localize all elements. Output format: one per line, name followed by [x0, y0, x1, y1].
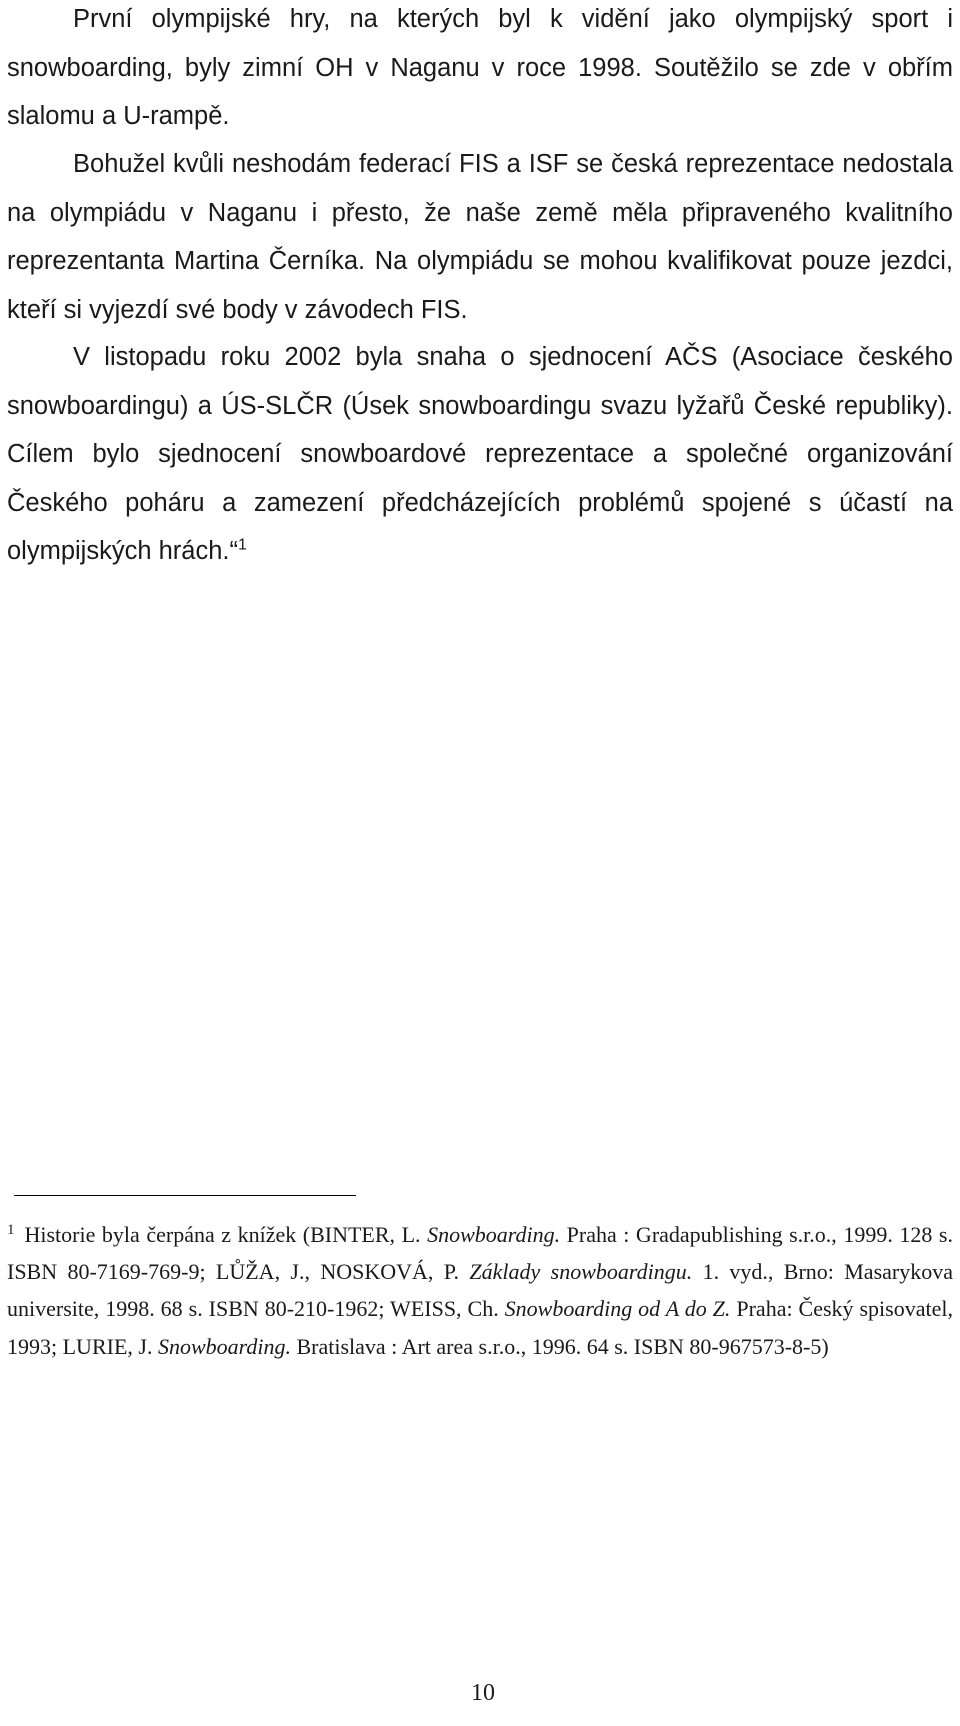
- footnote-text-part: Historie byla čerpána z knížek (BINTER, L.: [24, 1222, 428, 1247]
- footnote-separator: [14, 1195, 356, 1196]
- footnote-text-part: Praha : Gradapublishing s.r.o., 1999. 128 s. ISBN 80-7169-769-9; LŮŽA, J., NOSKOVÁ, P.: [7, 1222, 953, 1285]
- paragraph-unification-2002: V listopadu roku 2002 byla snaha o sjednocení AČS (Asociace českého snowboardingu) a ÚS-SLČR (Úsek snowboardingu svazu lyžařů České republiky). Cílem bylo sjednocení snowboardové reprezentace a společné organizování Českého poháru a zamezení předcházejících problémů spojené s účastí na olympijských hrách.“$^1$: [7, 343, 953, 566]
- page-number: 10: [471, 1680, 495, 1706]
- paragraph-olympics-1998: První olympijské hry, na kterých byl k vidění jako olympijský sport i snowboarding, byly zimní OH v Naganu v roce 1998. Soutěžilo se zde v obřím slalomu a U-rampě.: [7, 5, 953, 131]
- footnote-book-title: Snowboarding.: [157, 1333, 291, 1359]
- footnote-book-title: Snowboarding.: [427, 1222, 561, 1247]
- paragraph-unification-text: V listopadu roku 2002 byla snaha o sjednocení AČS (Asociace českého snowboardingu) a ÚS-SLČR (Úsek snowboardingu svazu lyžařů České republiky). Cílem bylo sjednocení snowboardové reprezentace a společné organizování Českého poháru a zamezení předcházejících problémů spojené s účastí na olympijských hrách.: [7, 343, 953, 566]
- footnote: [7, 1216, 953, 1365]
- footnote-text-part: Praha: Český spisovatel, 1993; LURIE, J.: [7, 1296, 953, 1359]
- document-page: [7, 0, 953, 1726]
- footnote-mark: 1: [7, 1221, 15, 1238]
- paragraph-nagano-qualification: Bohužel kvůli neshodám federací FIS a ISF se česká reprezentace nedostala na olympiádu v Naganu i přesto, že naše země měla připraveného kvalitního reprezentanta Martina Černíka. Na olympiádu se mohou kvalifikovat pouze jezdci, kteří si vyjezdí své body v závodech FIS.: [7, 150, 953, 324]
- footnote-reference[interactable]: 1: [238, 536, 247, 554]
- footnote-text-part: Bratislava : Art area s.r.o., 1996. 64 s. ISBN 80-967573-8-5): [290, 1333, 829, 1359]
- footnote-text-part: 1. vyd., Brno: Masarykova universite, 1998. 68 s. ISBN 80-210-1962; WEISS, Ch.: [7, 1259, 953, 1322]
- footnote-book-title: Základy snowboardingu.: [469, 1259, 693, 1285]
- footnote-book-title: Snowboarding od A do Z.: [504, 1296, 731, 1322]
